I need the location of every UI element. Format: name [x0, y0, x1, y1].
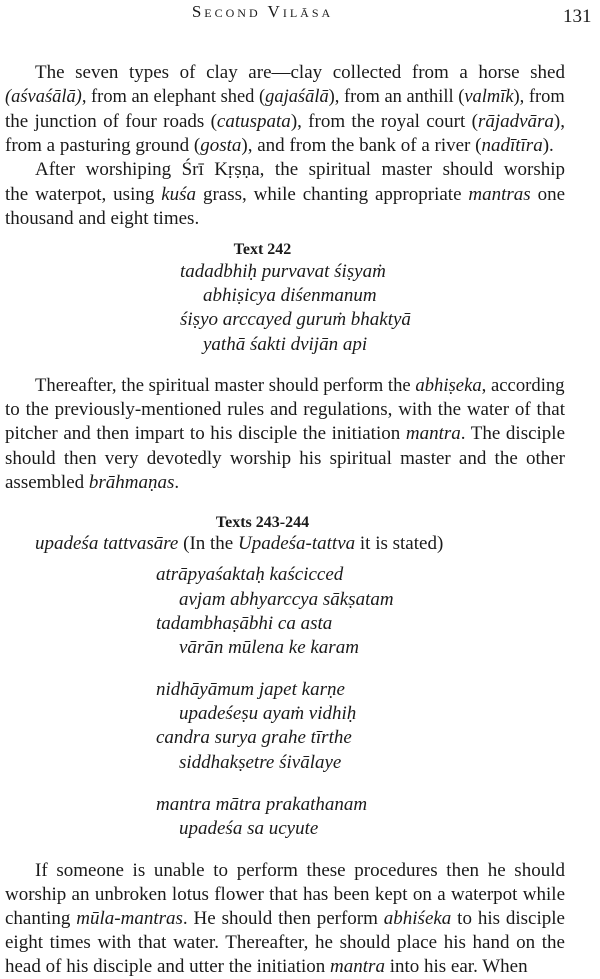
italic-term: upadeśa tattvasāre: [35, 533, 179, 554]
text-run: eight times with that water. Thereafter, he should place his hand on the: [5, 932, 565, 953]
text-run: ).: [542, 135, 554, 156]
italic-term: brāhmaṇas: [88, 472, 175, 493]
paragraph-line: [5, 955, 565, 979]
text-run: pitcher and then impart to his disciple the initiation: [5, 423, 406, 444]
paragraph-line: [5, 471, 565, 495]
paragraph-line: [35, 374, 565, 398]
text-run: grass, while chanting appropriate: [196, 184, 469, 205]
italic-term: nadītīra: [481, 135, 543, 156]
text-run: into his ear. When: [384, 956, 528, 977]
verse-line: avjam abhyarccya sākṣatam: [179, 589, 394, 610]
verse-line: siddhakṣetre śivālaye: [179, 752, 342, 773]
italic-term: mantra: [330, 956, 385, 977]
italic-term: gajaśālā: [265, 86, 329, 107]
text-run: assembled: [5, 472, 89, 493]
verse-line: atrāpyaśaktaḥ kaścicced: [156, 564, 344, 585]
italic-term: catuspata: [216, 111, 291, 132]
paragraph-line: [5, 398, 565, 422]
running-header: Second Vilāsa: [191, 2, 334, 21]
text-run: head of his disciple and utter the initiation: [5, 956, 331, 977]
paragraph-line: [5, 183, 565, 207]
text-run: it is stated): [355, 533, 444, 554]
verse-line: candra surya grahe tīrthe: [156, 727, 352, 748]
italic-term: mūla-mantras: [76, 908, 183, 929]
italic-term: abhiśeka: [383, 908, 452, 929]
italic-term: valmīk: [464, 86, 514, 107]
text-run: . The disciple: [460, 423, 566, 444]
text-number-heading: Text 242: [233, 241, 292, 258]
italic-term: (aśvaśālā): [5, 86, 82, 107]
text-run: .: [174, 472, 180, 493]
text-run: ), from an anthill (: [328, 86, 465, 107]
italic-term: rājadvāra: [477, 111, 554, 132]
italic-term: abhiṣeka: [415, 375, 482, 396]
text-run: chanting: [5, 908, 77, 929]
text-run: should then very devotedly worship his spiritual master and the other: [5, 448, 565, 469]
text-run: to the previously-mentioned rules and regulations, with the water of that: [5, 399, 565, 420]
text-run: The seven types of clay are—clay collected from a horse shed: [35, 62, 565, 83]
verse-line: tadambhaṣābhi ca asta: [156, 613, 333, 634]
text-run: the junction of four roads (: [5, 111, 217, 132]
text-run: If someone is unable to perform these procedures then he should: [35, 860, 565, 881]
verse-line: upadeśa sa ucyute: [179, 818, 319, 839]
text-run: worship an unbroken lotus flower that has been kept on a waterpot while: [5, 884, 565, 905]
text-run: , from an elephant shed (: [81, 86, 266, 107]
paragraph-line: [5, 931, 565, 955]
paragraph-line: [5, 207, 565, 231]
text-run: the waterpot, using: [5, 184, 162, 205]
text-run: Thereafter, the spiritual master should perform the: [35, 375, 416, 396]
text-run: ), and from the bank of a river (: [241, 135, 482, 156]
text-run: one: [530, 184, 565, 205]
text-run: thousand and eight times.: [5, 208, 200, 229]
verse-line: nidhāyāmum japet karṇe: [156, 679, 345, 700]
verse-line: tadadbhiḥ purvavat śiṣyaṁ: [180, 261, 386, 282]
page-number: 131: [563, 6, 592, 27]
text-run: to his disciple: [451, 908, 565, 929]
paragraph-line: [5, 85, 565, 109]
italic-term: gosta: [200, 135, 242, 156]
text-run: (In the: [178, 533, 238, 554]
paragraph-line: [35, 158, 565, 182]
paragraph-line: [35, 859, 565, 883]
paragraph-line: [5, 883, 565, 907]
text-run: , according: [481, 375, 565, 396]
text-run: . He should then perform: [182, 908, 384, 929]
verse-line: śiṣyo arccayed guruṁ bhaktyā: [180, 309, 411, 330]
paragraph-line: [5, 447, 565, 471]
italic-term: kuśa: [161, 184, 197, 205]
paragraph-line: [35, 61, 565, 85]
text-number-heading: Texts 243-244: [215, 514, 310, 531]
text-run: After worshiping Śrī Kṛṣṇa, the spiritual master should worship: [35, 159, 565, 180]
paragraph-line: [5, 907, 565, 931]
text-run: ), from the royal court (: [290, 111, 478, 132]
italic-term: mantra: [405, 423, 461, 444]
text-run: ), from: [513, 86, 565, 107]
verse-line: yathā śakti dvijān api: [203, 334, 368, 355]
verse-source-line: [35, 532, 595, 556]
verse-line: upadeśeṣu ayaṁ vidhiḥ: [179, 703, 357, 724]
paragraph-line: [5, 422, 565, 446]
paragraph-line: [5, 110, 565, 134]
text-run: from a pasturing ground (: [5, 135, 201, 156]
italic-term: mantras: [468, 184, 531, 205]
verse-line: abhiṣicya diśenmanum: [203, 285, 377, 306]
verse-line: mantra mātra prakathanam: [156, 794, 368, 815]
text-run: ),: [553, 111, 565, 132]
paragraph-line: [5, 134, 565, 158]
italic-term: Upadeśa-tattva: [238, 533, 356, 554]
verse-line: vārān mūlena ke karam: [179, 637, 359, 658]
